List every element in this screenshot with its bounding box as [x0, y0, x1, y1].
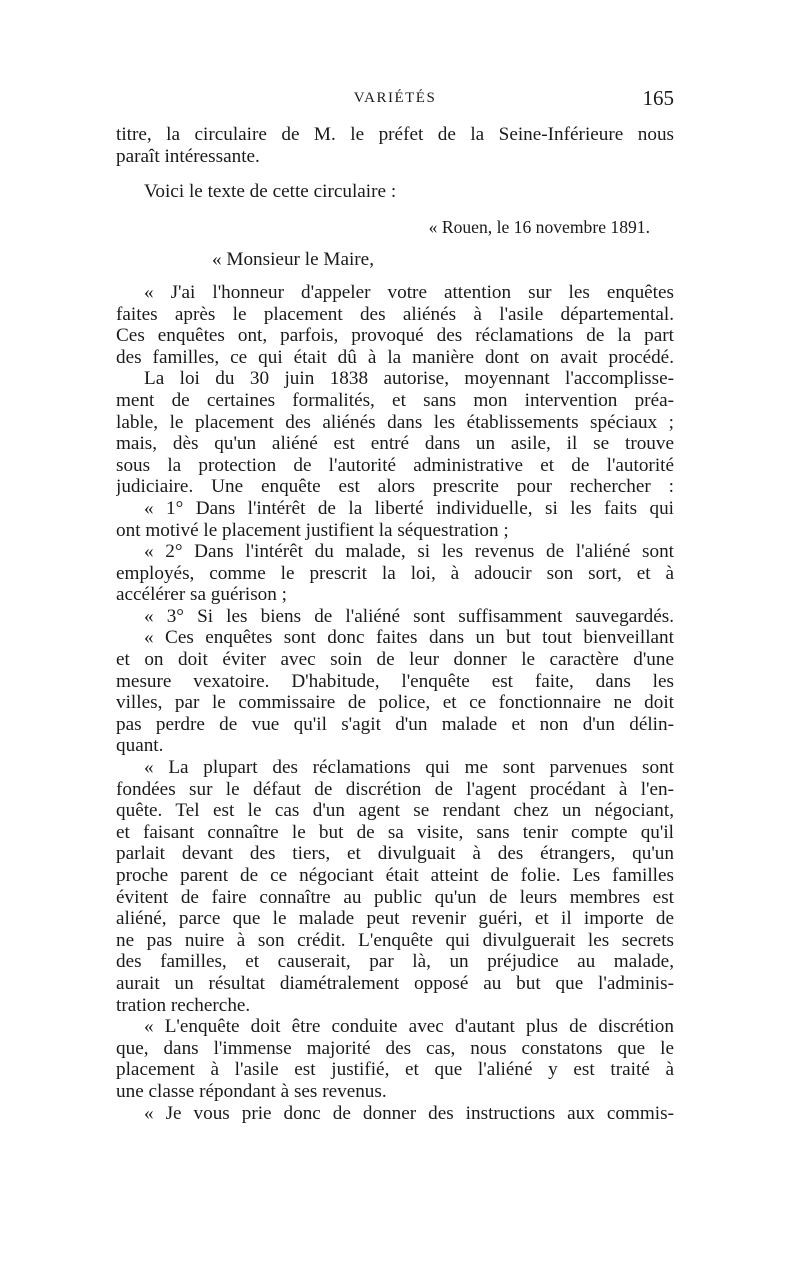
letter-body [116, 282, 674, 1124]
text-line: lable, le placement des aliénés dans les établissements spéciaux ; [116, 411, 674, 433]
text-line: « La plupart des réclamations qui me sont parvenues sont [144, 757, 674, 779]
text-line: évitent de faire connaître au public qu'un de leurs membres est [116, 886, 674, 908]
text-line: aliéné, parce que le malade peut revenir guéri, et il importe de [116, 908, 674, 930]
text-line: et faisant connaître le but de sa visite, sans tenir compte qu'il [116, 821, 674, 843]
text-line: des familles, et causerait, par là, un préjudice au malade, [116, 951, 674, 973]
text-line: quête. Tel est le cas d'un agent se rendant chez un négociant, [116, 800, 674, 822]
text-line: une classe répondant à ses revenus. [116, 1080, 387, 1102]
text-line: tration recherche. [116, 994, 251, 1016]
text-line: judiciaire. Une enquête est alors prescrite pour rechercher : [116, 476, 674, 498]
text-line: sous la protection de l'autorité administrative et de l'autorité [116, 454, 674, 476]
text-line: La loi du 30 juin 1838 autorise, moyennant l'accomplisse- [144, 368, 674, 390]
text-line: ont motivé le placement justifient la séquestration ; [116, 519, 509, 541]
text-line: titre, la circulaire de M. le préfet de la Seine-Inférieure nous [116, 124, 674, 145]
text-line: faites après le placement des aliénés à l'asile départemental. [116, 303, 674, 325]
running-head: VARIÉTÉS [353, 90, 437, 106]
text-line: « 1° Dans l'intérêt de la liberté individuelle, si les faits qui [144, 497, 674, 519]
text-line: « L'enquête doit être conduite avec d'autant plus de discrétion [144, 1016, 674, 1038]
text-line: accélérer sa guérison ; [116, 584, 287, 606]
text-line: ne pas nuire à son crédit. L'enquête qui divulguerait les secrets [116, 929, 674, 951]
page-header [116, 88, 674, 124]
salutation: « Monsieur le Maire, [212, 249, 374, 271]
text-line: parlait devant des tiers, et divulguait à des étrangers, qu'un [116, 843, 674, 865]
voici-line: Voici le texte de cette circulaire : [144, 181, 397, 203]
text-line: « 3° Si les biens de l'aliéné sont suffisamment sauvegardés. [144, 605, 674, 627]
text-line: paraît intéressante. [116, 145, 260, 167]
text-line: placement à l'asile est justifié, et que l'aliéné y est traité à [116, 1059, 674, 1081]
page-number: 165 [642, 86, 674, 110]
text-line: fondées sur le défaut de discrétion de l'agent procédant à l'en- [116, 778, 674, 800]
text-line: « J'ai l'honneur d'appeler votre attention sur les enquêtes [144, 281, 674, 303]
text-line: et on doit éviter avec soin de leur donner le caractère d'une [116, 649, 674, 671]
intro-paragraph [116, 124, 674, 167]
dateline: « Rouen, le 16 novembre 1891. [428, 216, 650, 237]
text-line: quant. [116, 735, 164, 757]
text-line: proche parent de ce négociant était atteint de folie. Les familles [116, 865, 674, 886]
text-line: ment de certaines formalités, et sans mon intervention préa- [116, 389, 674, 411]
text-line: que, dans l'immense majorité des cas, nous constatons que le [116, 1037, 674, 1059]
text-line: « Je vous prie donc de donner des instructions aux commis- [144, 1102, 674, 1124]
text-line: aurait un résultat diamétralement opposé au but que l'adminis- [116, 972, 674, 994]
text-line: villes, par le commissaire de police, et ce fonctionnaire ne doit [116, 692, 674, 714]
text-line: mesure vexatoire. D'habitude, l'enquête est faite, dans les [116, 670, 674, 692]
text-line: « 2° Dans l'intérêt du malade, si les revenus de l'aliéné sont [144, 541, 674, 563]
text-line: employés, comme le prescrit la loi, à adoucir son sort, et à [116, 562, 674, 584]
text-line: pas perdre de vue qu'il s'agit d'un malade et non d'un délin- [116, 713, 674, 735]
text-line: « Ces enquêtes sont donc faites dans un but tout bienveillant [144, 627, 674, 649]
document-page [116, 88, 674, 1124]
text-line: mais, dès qu'un aliéné est entré dans un asile, il se trouve [116, 433, 674, 455]
text-line: des familles, ce qui était dû à la manière dont on avait procédé. [116, 346, 674, 368]
text-line: Ces enquêtes ont, parfois, provoqué des réclamations de la part [116, 325, 674, 347]
